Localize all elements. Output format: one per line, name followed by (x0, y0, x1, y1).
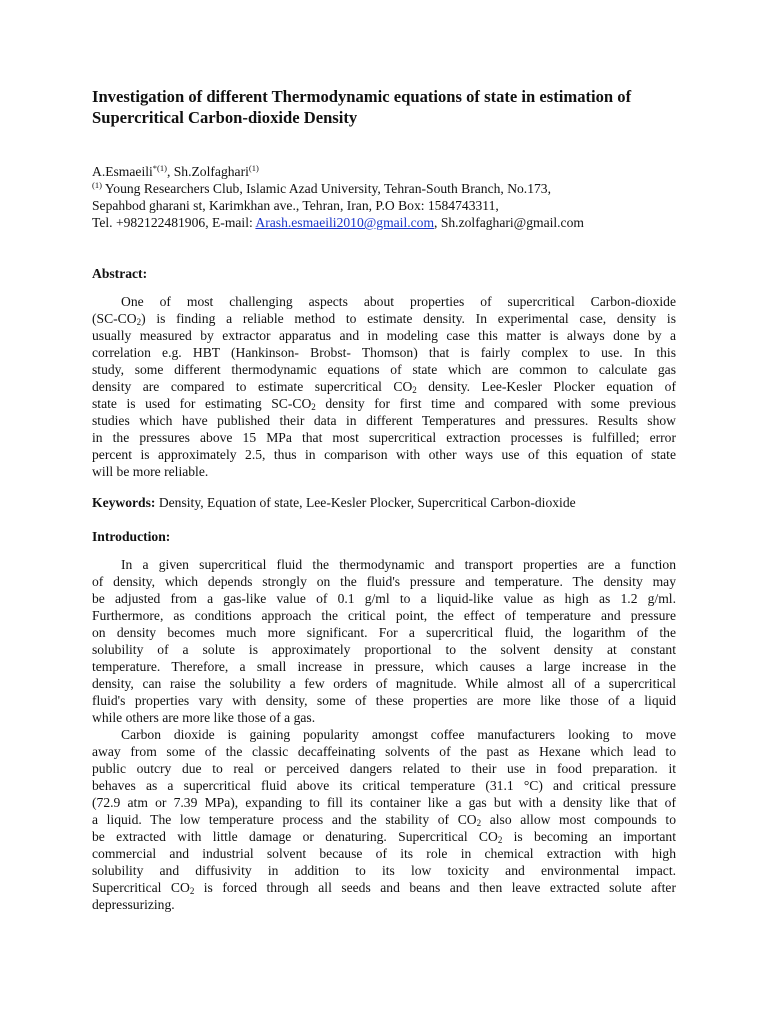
abstract-paragraph (92, 293, 676, 480)
intro-text: In a given supercritical fluid the thermodynamic and transport properties are a function (121, 557, 676, 572)
abstract-text: state is used for estimating SC-CO (92, 396, 312, 411)
affiliation-block (92, 180, 692, 231)
abstract-text: density. Lee-Kesler Plocker equation of (416, 379, 677, 394)
intro-line (92, 879, 676, 896)
email-link-esmaeili[interactable]: Arash.esmaeili2010@gmail.com (255, 215, 435, 230)
intro-line (92, 811, 676, 828)
intro-line: depressurizing. (92, 897, 175, 912)
intro-line (92, 556, 676, 573)
email-zolfaghari: Sh.zolfaghari@gmail.com (440, 215, 584, 230)
intro-text: Carbon dioxide is gaining popularity amongst coffee manufacturers looking to move (121, 727, 676, 742)
email-separator: , (434, 215, 441, 230)
subscript: 2 (189, 886, 195, 896)
intro-line: public outcry due to real or perceived dangers related to their use in food preparation. it (92, 761, 676, 776)
intro-text: a liquid. The low temperature process and the stability of CO (92, 812, 477, 827)
intro-line: on density becomes much more significant. For a supercritical fluid, the logarithm of the (92, 625, 676, 640)
intro-text: also allow most compounds to (481, 812, 676, 827)
keywords-text: Density, Equation of state, Lee-Kesler Plocker, Supercritical Carbon-dioxide (155, 495, 576, 510)
intro-line: Furthermore, as conditions approach the critical point, the effect of temperature and pressure (92, 608, 676, 623)
abstract-line: studies which have published their data in different Temperatures and pressures. Results show (92, 413, 676, 428)
intro-line: solubility of a solute is approximately proportional to the solvent density at constant (92, 642, 676, 657)
abstract-line: will be more reliable. (92, 464, 209, 479)
keywords-line (92, 494, 692, 511)
abstract-text: (SC-CO (92, 311, 137, 326)
abstract-line (92, 378, 676, 395)
abstract-text: One of most challenging aspects about properties of supercritical Carbon-dioxide (121, 294, 676, 309)
affiliation-line-2: Sepahbod gharani st, Karimkhan ave., Tehran, Iran, P.O Box: 1584743311, (92, 198, 499, 213)
affiliation-text-1: Young Researchers Club, Islamic Azad University, Tehran-South Branch, No.173, (101, 181, 551, 196)
subscript: 2 (476, 818, 482, 828)
intro-line: of density, which depends strongly on the fluid's pressure and temperature. The density may (92, 574, 676, 589)
abstract-line: correlation e.g. HBT (Hankinson- Brobst- Thomson) that is fairly complex to use. In this (92, 345, 676, 360)
intro-text: be extracted with little damage or denaturing. Supercritical CO (92, 829, 498, 844)
introduction-paragraph-1 (92, 556, 676, 726)
introduction-paragraph-2 (92, 726, 676, 913)
intro-line (92, 828, 676, 845)
intro-line: while others are more like those of a gas. (92, 710, 316, 725)
author-zolfaghari: Sh.Zolfaghari (173, 164, 249, 179)
subscript: 2 (311, 402, 316, 412)
intro-line: fluid's properties vary with density, some of these properties are more like those of a liquid (92, 693, 676, 708)
intro-text: is becoming an important (502, 829, 677, 844)
abstract-line (92, 293, 676, 310)
intro-line: (72.9 atm or 7.39 MPa), expanding to fill its container like a gas but with a density like that of (92, 795, 676, 810)
tel-label: Tel. +982122481906, E-mail: (92, 215, 256, 230)
abstract-line (92, 310, 676, 327)
intro-line: temperature. Therefore, a small increase in pressure, which causes a large increase in the (92, 659, 676, 674)
subscript: 2 (136, 317, 142, 327)
author-esmaeili-affiliation-mark: *(1) (152, 163, 167, 173)
paper-title: Investigation of different Thermodynamic equations of state in estimation of Supercritical Carbon-dioxide Density (92, 87, 632, 127)
author-zolfaghari-affiliation-mark: (1) (248, 163, 259, 173)
affiliation-marker: (1) (92, 180, 102, 190)
abstract-heading: Abstract: (92, 266, 148, 281)
abstract-line: study, some different thermodynamic equations of state which are common to calculate gas (92, 362, 676, 377)
contact-line (92, 214, 692, 231)
abstract-text: density are compared to estimate supercritical CO (92, 379, 413, 394)
introduction-heading: Introduction: (92, 529, 171, 544)
keywords-label: Keywords: (92, 495, 156, 510)
abstract-line: percent is approximately 2.5, thus in comparison with other ways use of this equation of state (92, 447, 676, 462)
abstract-line: usually measured by extractor apparatus and in modeling case this matter is always done by a (92, 328, 676, 343)
author-line (92, 163, 692, 180)
author-separator: , (166, 164, 174, 179)
intro-line: solubility and diffusivity in addition to its low toxicity and environmental impact. (92, 863, 676, 878)
affiliation-line-1 (92, 180, 692, 197)
subscript: 2 (412, 385, 417, 395)
intro-line: be adjusted from a gas-like value of 0.1 g/ml to a liquid-like value as high as 1.2 g/ml. (92, 591, 676, 606)
intro-line: behaves as a supercritical fluid above its critical temperature (31.1 °C) and critical pressure (92, 778, 676, 793)
abstract-line: in the pressures above 15 MPa that most supercritical extraction processes is fulfilled; error (92, 430, 676, 445)
subscript: 2 (497, 835, 503, 845)
author-esmaeili: A.Esmaeili (92, 164, 153, 179)
intro-text: Supercritical CO (92, 880, 190, 895)
abstract-line (92, 395, 676, 412)
intro-line (92, 726, 676, 743)
abstract-text: density for first time and compared with some previous (315, 396, 676, 411)
abstract-text: ) is finding a reliable method to estimate density. In experimental case, density is (141, 311, 676, 326)
intro-line: commercial and industrial solvent because of its role in chemical extraction with high (92, 846, 676, 861)
intro-line: away from some of the classic decaffeinating solvents of the past as Hexane which lead to (92, 744, 676, 759)
intro-text: is forced through all seeds and beans and then leave extracted solute after (194, 880, 676, 895)
intro-line: density, can raise the solubility a few orders of magnitude. While almost all of a supercritical (92, 676, 676, 691)
